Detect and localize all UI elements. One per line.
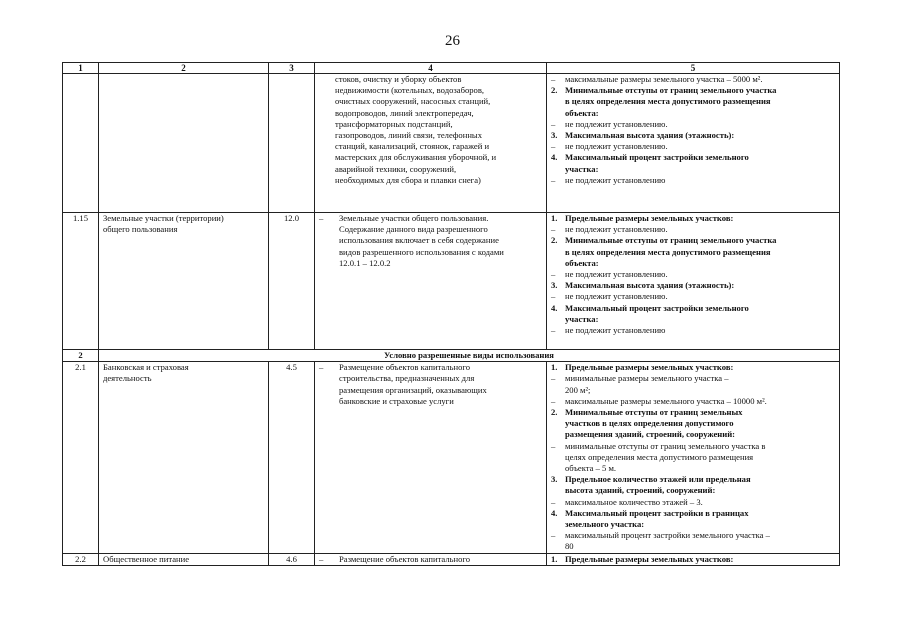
row-code-cell: 4.6 bbox=[269, 553, 315, 565]
description-line: недвижимости (котельных, водозаборов, bbox=[335, 85, 485, 96]
description-line: водопроводов, линий электропередач, bbox=[335, 107, 474, 118]
parameter-value: – максимальное количество этажей – 3. bbox=[551, 496, 703, 507]
header-col-4: 4 bbox=[315, 63, 547, 74]
parameter-value: – максимальный процент застройки земельного участка – 80 bbox=[551, 530, 770, 552]
description-line: газопроводов, линий связи, телефонных bbox=[335, 130, 482, 141]
name-line: Банковская и страховая bbox=[103, 362, 189, 373]
parameter-value: – минимальные размеры земельного участка – 200 м²; bbox=[551, 373, 729, 395]
row-number-cell bbox=[63, 74, 99, 213]
table-row-2-2 bbox=[63, 553, 840, 565]
description-item: – Размещение объектов капитального bbox=[319, 553, 471, 564]
name-line: Земельные участки (территории) bbox=[103, 213, 224, 223]
parameter-value: – не подлежит установлению. bbox=[551, 291, 668, 302]
row-name-cell bbox=[99, 74, 269, 213]
row-name-cell bbox=[99, 213, 269, 350]
regulations-table bbox=[62, 62, 840, 566]
parameter-heading: 2. Минимальные отступы от границ земельных участков в целях определения допустимого размещения зданий, строений, сооружений: bbox=[551, 407, 743, 440]
parameter-value: – не подлежит установлению. bbox=[551, 141, 668, 152]
row-parameters-cell bbox=[547, 74, 840, 213]
description-item: – Земельные участки общего пользования. Содержание данного вида разрешенного использования включает в себя содержание видов разрешенного использования с кодами 12.0.1 – 12.0.2 bbox=[319, 213, 504, 268]
row-code-cell: 12.0 bbox=[269, 213, 315, 350]
parameter-heading: 2. Минимальные отступы от границ земельного участка в целях определения места допустимого размещения объекта: bbox=[551, 85, 777, 118]
description-line: мастерских для обслуживания уборочной, и bbox=[335, 152, 497, 163]
parameter-value: – максимальные размеры земельного участка – 10000 м². bbox=[551, 395, 767, 406]
row-description-cell bbox=[315, 362, 547, 553]
row-description-cell bbox=[315, 74, 547, 213]
row-parameters-cell bbox=[547, 362, 840, 553]
description-line: стоков, очистку и уборку объектов bbox=[335, 74, 462, 84]
parameter-value: – минимальные отступы от границ земельного участка в целях определения места допустимого размещения объекта – 5 м. bbox=[551, 440, 766, 474]
row-description-cell bbox=[315, 553, 547, 565]
row-number-cell: 2.1 bbox=[63, 362, 99, 553]
page-number: 26 bbox=[445, 33, 460, 49]
row-parameters-cell bbox=[547, 213, 840, 350]
description-line: трансформаторных подстанций, bbox=[335, 118, 453, 129]
section-number: 2 bbox=[63, 350, 99, 362]
parameter-heading: 4. Максимальный процент застройки земельного участка: bbox=[551, 302, 749, 324]
table-header-row bbox=[63, 63, 840, 74]
parameter-value: – не подлежит установлению. bbox=[551, 269, 668, 280]
parameter-value: – не подлежит установлению bbox=[551, 325, 666, 336]
parameter-heading: 2. Минимальные отступы от границ земельного участка в целях определения места допустимого размещения объекта: bbox=[551, 235, 777, 268]
description-line: необходимых для сбора и плавки снега) bbox=[335, 174, 481, 185]
section-title: Условно разрешенные виды использования bbox=[99, 350, 840, 362]
parameter-value: – максимальные размеры земельного участка – 5000 м². bbox=[551, 74, 763, 84]
description-line: аварийной техники, сооружений, bbox=[335, 163, 457, 174]
parameter-value: – не подлежит установлению. bbox=[551, 224, 668, 235]
header-col-5: 5 bbox=[547, 63, 840, 74]
parameter-heading: 1. Предельные размеры земельных участков: bbox=[551, 553, 734, 564]
header-col-1: 1 bbox=[63, 63, 99, 74]
description-item: – Размещение объектов капитального строительства, предназначенных для размещения организаций, оказывающих банковские и страховые услуги bbox=[319, 362, 487, 406]
table-row-continuation bbox=[63, 74, 840, 213]
parameter-value: – не подлежит установлению. bbox=[551, 118, 668, 129]
row-parameters-cell bbox=[547, 553, 840, 565]
description-line: очистных сооружений, насосных станций, bbox=[335, 96, 491, 107]
row-number-cell: 1.15 bbox=[63, 213, 99, 350]
header-col-2: 2 bbox=[99, 63, 269, 74]
parameter-heading: 1. Предельные размеры земельных участков: bbox=[551, 362, 734, 373]
table-row-1-15 bbox=[63, 213, 840, 350]
table-row-2-1 bbox=[63, 362, 840, 553]
parameter-heading: 3. Предельное количество этажей или предельная высота зданий, строений, сооружений: bbox=[551, 474, 751, 496]
parameter-heading: 4. Максимальный процент застройки в границах земельного участка: bbox=[551, 507, 749, 530]
parameter-heading: 3. Максимальная высота здания (этажность): bbox=[551, 280, 735, 291]
header-col-3: 3 bbox=[269, 63, 315, 74]
row-number-cell: 2.2 bbox=[63, 553, 99, 565]
parameter-value: – не подлежит установлению bbox=[551, 174, 666, 185]
row-name-cell: Общественное питание bbox=[99, 553, 269, 565]
row-description-cell bbox=[315, 213, 547, 350]
row-name-cell bbox=[99, 362, 269, 553]
row-code-cell bbox=[269, 74, 315, 213]
section-row-2 bbox=[63, 350, 840, 362]
parameter-heading: 1. Предельные размеры земельных участков: bbox=[551, 213, 734, 223]
row-code-cell: 4.5 bbox=[269, 362, 315, 553]
name-line: деятельность bbox=[103, 373, 152, 384]
name-line: общего пользования bbox=[103, 224, 178, 235]
parameter-heading: 3. Максимальная высота здания (этажность): bbox=[551, 130, 735, 141]
parameter-heading: 4. Максимальный процент застройки земельного участка: bbox=[551, 152, 749, 174]
description-line: станций, канализаций, стоянок, гаражей и bbox=[335, 141, 490, 152]
